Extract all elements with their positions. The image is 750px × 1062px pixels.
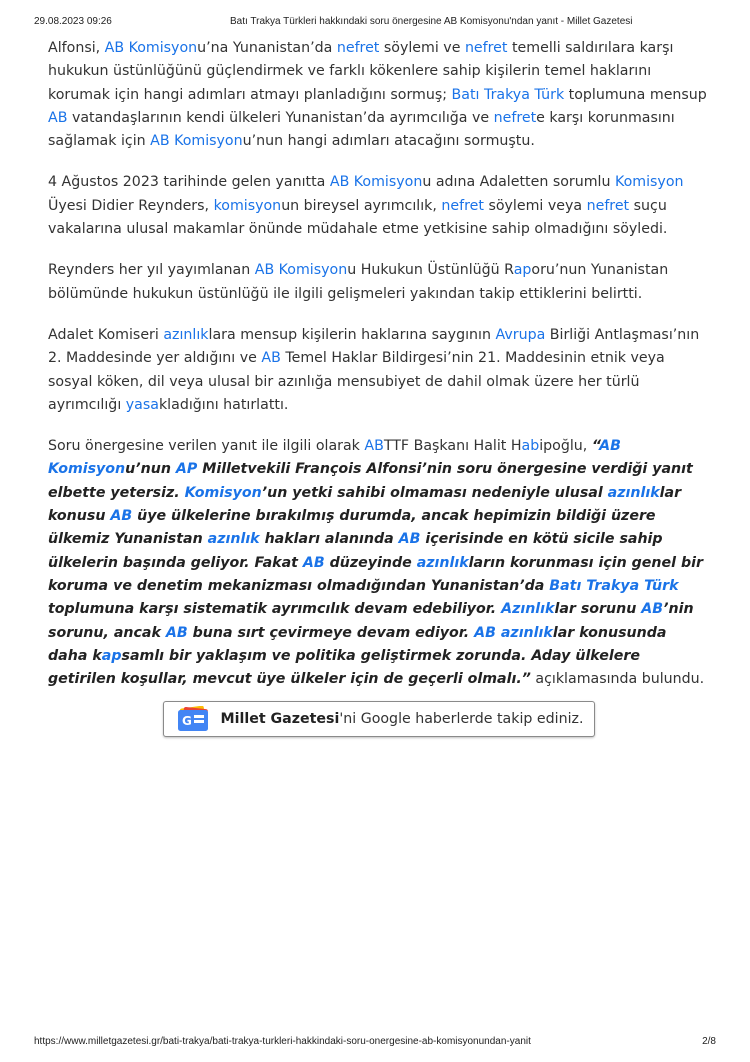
keyword-link[interactable]: AB — [398, 531, 421, 548]
keyword-link[interactable]: ab — [521, 438, 540, 455]
keyword-link[interactable]: nefret — [586, 197, 630, 214]
paragraph-2: 4 Ağustos 2023 tarihinde gelen yanıtta AB Komisyonu adına Adaletten sorumlu Komisyon Üyesi Didier Reynders, komisyonun bireysel ayrımcılık, nefret söylemi veya nefret suçu vakalarına ulusal makamlar önünde müdahale etme yetkisine sahip olmadığını söyledi. — [48, 174, 684, 238]
quote: “AB Komisyonu’nun AP Milletvekili François Alfonsi’nin soru önergesine verdiği yanıt elbette yetersiz. Komisyon’un yetki sahibi olmaması nedeniyle ulusal azınlıklar konusu AB üye ülkelerine bırakılmış durumda, ancak hepimizin bildiği üzere ülkemiz Yunanistan azınlık hakları alanında AB içerisinde en kötü sicile sahip ülkelerin başında geliyor. Fakat AB düzeyinde azınlıkların korunması için genel bir koruma ve denetim mekanizması olmadığından Yunanistan’da Batı Trakya Türk toplumuna karşı sistematik ayrımcılık devam edebiliyor. Azınlıklar sorunu AB’nin sorunu, ancak AB buna sırt çevirmeye devam ediyor. AB azınlıklar konusunda daha kapsamlı bir yaklaşım ve politika geliştirmek zorunda. Aday ülkelere getirilen koşullar, mevcut üye ülkeler için de geçerli olmalı.” — [48, 438, 703, 688]
keyword-link[interactable]: Komisyon — [615, 174, 684, 191]
keyword-link[interactable]: nefret — [336, 40, 380, 56]
svg-text:G: G — [182, 714, 193, 729]
keyword-link[interactable]: AB Komisyon — [254, 262, 348, 279]
keyword-link[interactable]: Batı Trakya Türk — [451, 86, 565, 103]
keyword-link[interactable]: nefret — [464, 40, 508, 56]
print-header — [34, 16, 716, 30]
page-number: 2/8 — [702, 1036, 716, 1047]
keyword-link[interactable]: AB — [474, 624, 496, 641]
keyword-link[interactable]: Azınlık — [501, 601, 555, 618]
keyword-link[interactable]: nefret — [493, 109, 537, 126]
keyword-link[interactable]: AB — [165, 624, 188, 641]
print-date: 29.08.2023 09:26 — [34, 16, 112, 27]
keyword-link[interactable]: AB — [110, 508, 133, 525]
keyword-link[interactable]: azınlık — [500, 624, 553, 641]
keyword-link[interactable]: AB Komisyon — [150, 133, 243, 150]
paragraph-5: Soru önergesine verilen yanıt ile ilgili olarak ABTTF Başkanı Halit Habipoğlu, “AB Komisyonu’nun AP Milletvekili François Alfonsi’nin soru önergesine verdiği yanıt elbette yetersiz. Komisyon’un yetki sahibi olmaması nedeniyle ulusal azınlıklar konusu AB üye ülkelerine bırakılmış durumda, ancak hepimizin bildiği üzere ülkemiz Yunanistan azınlık hakları alanında AB içerisinde en kötü sicile sahip ülkelerin başında geliyor. Fakat AB düzeyinde azınlıkların korunması için genel bir koruma ve denetim mekanizması olmadığından Yunanistan’da Batı Trakya Türk toplumuna karşı sistematik ayrımcılık devam edebiliyor. Azınlıklar sorunu AB’nin sorunu, ancak AB buna sırt çevirmeye devam ediyor. AB azınlıklar konusunda daha kapsamlı bir yaklaşım ve politika geliştirmek zorunda. Aday ülkelere getirilen koşullar, mevcut üye ülkeler için de geçerli olmalı.” açıklamasında bulundu. — [48, 438, 705, 688]
keyword-link[interactable]: azınlık — [416, 554, 469, 571]
brand-name: Millet Gazetesi — [220, 711, 340, 728]
keyword-link[interactable]: ap — [513, 262, 532, 279]
keyword-link[interactable]: AP — [175, 461, 198, 478]
paragraph-4: Adalet Komiseri azınlıklara mensup kişilerin haklarına saygının Avrupa Birliği Antlaşması’nın 2. Maddesinde yer aldığını ve AB Temel Haklar Bildirgesi’nin 21. Maddesinin etnik veya sosyal köken, dil veya ulusal bir azınlığa mensubiyet de dahil olmak üzere her türlü ayrımcılığı yasakladığını hatırlattı. — [48, 326, 700, 413]
print-title: Batı Trakya Türkleri hakkındaki soru önergesine AB Komisyonu'ndan yanıt - Millet Gazetesi — [230, 16, 633, 27]
google-news-follow-button[interactable] — [163, 701, 594, 737]
paragraph-1: Alfonsi, AB Komisyonu’na Yunanistan’da nefret söylemi ve nefret temelli saldırılara karşı hukukun üstünlüğünü güçlendirmek ve farklı kökenlere sahip kişilerin temel haklarını korumak için hangi adımları atmayı planladığını sormuş; Batı Trakya Türk toplumuna mensup AB vatandaşlarının kendi ülkeleri Yunanistan’da ayrımcılığa ve nefrete karşı korunmasını sağlamak için AB Komisyonu’nun hangi adımları atacağını sormuştu. — [48, 40, 707, 150]
keyword-link[interactable]: AB Komisyon — [48, 438, 621, 478]
keyword-link[interactable]: ap — [101, 647, 122, 664]
keyword-link[interactable]: AB — [261, 350, 281, 367]
keyword-link[interactable]: nefret — [441, 197, 484, 214]
keyword-link[interactable]: AB — [302, 554, 325, 571]
keyword-link[interactable]: AB Komisyon — [104, 40, 198, 56]
keyword-link[interactable]: azınlık — [163, 326, 209, 343]
keyword-link[interactable]: AB — [364, 438, 384, 455]
print-footer — [34, 1036, 716, 1050]
print-url: https://www.milletgazetesi.gr/bati-trakya/bati-trakya-turkleri-hakkindaki-soru-onergesine-ab-komisyonundan-yanit — [34, 1036, 531, 1047]
keyword-link[interactable]: AB — [48, 109, 68, 126]
google-news-text: Millet Gazetesi'ni Google haberlerde takip ediniz. — [220, 711, 584, 728]
keyword-link[interactable]: azınlık — [207, 531, 260, 548]
keyword-link[interactable]: Batı Trakya Türk — [549, 577, 679, 594]
keyword-link[interactable]: yasa — [125, 396, 159, 413]
keyword-link[interactable]: AB — [641, 601, 664, 618]
paragraph-3: Reynders her yıl yayımlanan AB Komisyonu Hukukun Üstünlüğü Raporu’nun Yunanistan bölümünde hukukun üstünlüğü ile ilgili gelişmeleri yakından takip ettiklerini belirtti. — [48, 262, 669, 302]
article-body — [48, 37, 710, 737]
keyword-link[interactable]: azınlık — [607, 484, 660, 501]
keyword-link[interactable]: komisyon — [213, 197, 282, 214]
google-news-icon — [176, 706, 210, 732]
keyword-link[interactable]: Komisyon — [184, 484, 262, 501]
keyword-link[interactable]: AB Komisyon — [329, 174, 423, 191]
keyword-link[interactable]: Avrupa — [495, 326, 546, 343]
google-news-wrapper — [48, 701, 710, 737]
